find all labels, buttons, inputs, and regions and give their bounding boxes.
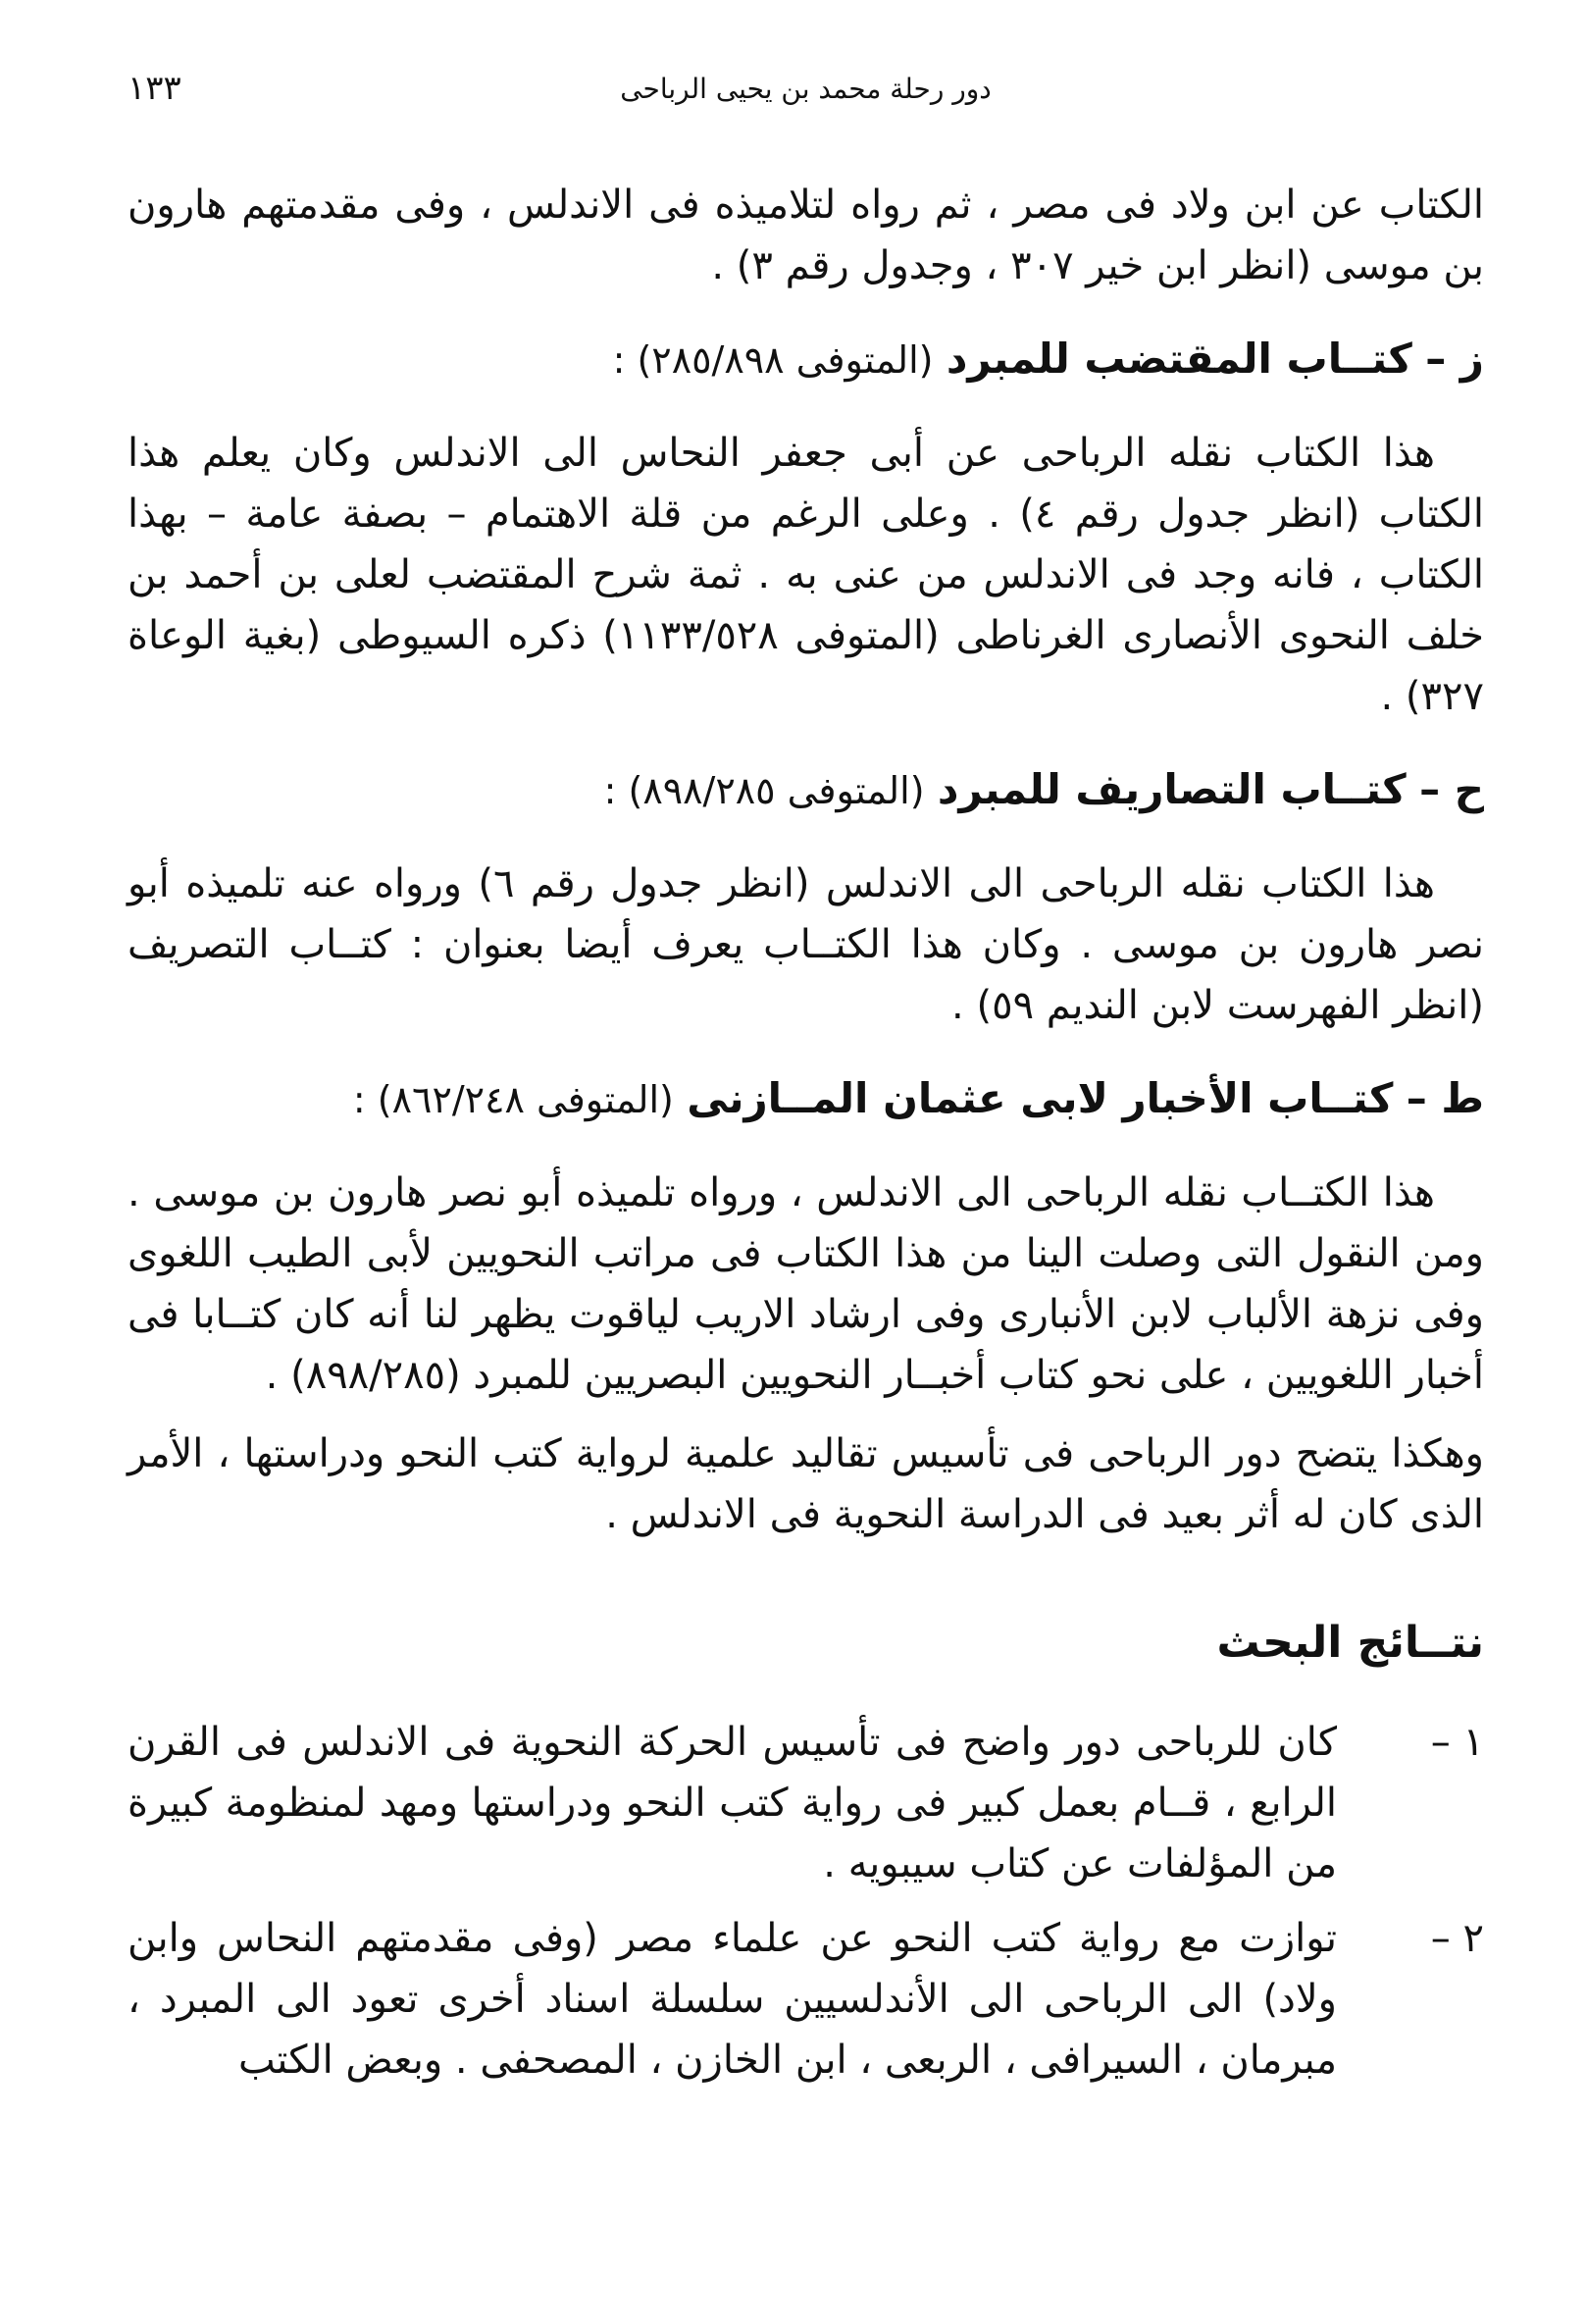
results-heading: نتــائج البحث [1216, 1618, 1484, 1668]
list-item-text: توازت مع رواية كتب النحو عن علماء مصر (وفى مقدمتهم النحاس وابن ولاد) الى الرباحى الى الأندلسيين سلسلة اسناد أخرى تعود الى المبرد ، مبرمان ، السيرافى ، الربعى ، ابن الخازن ، المصحفى . وبعض الكتب [128, 1916, 1337, 2083]
section-paragraph-zay: هذا الكتاب نقله الرباحى عن أبى جعفر النحاس الى الاندلس وكان يعلم هذا الكتاب (انظر جدول رقم ٤) . وعلى الرغم من قلة الاهتمام – بصفة عامة – بهذا الكتاب ، فانه وجد فى الاندلس من عنى به . ثمة شرح المقتضب لعلى بن أحمد بن خلف النحوى الأنصارى الغرناطى (المتوفى ١١٣٣/٥٢٨) ذكره السيوطى (بغية الوعاة ٣٢٧) . [128, 431, 1484, 719]
closing-paragraph: وهكذا يتضح دور الرباحى فى تأسيس تقاليد علمية لرواية كتب النحو ودراستها ، الأمر الذى كان له أثر بعيد فى الدراسة النحوية فى الاندلس . [128, 1431, 1484, 1537]
section-letter: ز – [1425, 335, 1484, 383]
list-item-number: ٢ – [1430, 1916, 1484, 1961]
section-heading-ta [128, 1069, 1484, 1129]
list-item [128, 1712, 1484, 1894]
page-number: ١٣٣ [128, 69, 181, 108]
list-item-number: ١ – [1430, 1720, 1484, 1765]
section-title: كتــاب التصاريف للمبرد [937, 765, 1407, 813]
section-paragraph-ta: هذا الكتــاب نقله الرباحى الى الاندلس ، ورواه تلميذه أبو نصر هارون بن موسى . ومن النقول التى وصلت الينا من هذا الكتاب فى مراتب النحويين لأبى الطيب اللغوى وفى نزهة الألباب لابن الأنبارى وفى ارشاد الاريب لياقوت يظهر لنا أنه كان كتــابا فى أخبار اللغويين ، على نحو كتاب أخبــار النحويين البصريين للمبرد (٨٩٨/٢٨٥) . [128, 1170, 1484, 1398]
section-heading-ha [128, 760, 1484, 820]
section-heading-zay [128, 330, 1484, 389]
running-header [128, 69, 1484, 128]
section-death-note: (المتوفى ٨٦٢/٢٤٨) : [352, 1078, 674, 1121]
intro-paragraph: الكتاب عن ابن ولاد فى مصر ، ثم رواه لتلاميذه فى الاندلس ، وفى مقدمتهم هارون بن موسى (انظر ابن خير ٣٠٧ ، وجدول رقم ٣) . [128, 182, 1484, 288]
section-paragraph-ha: هذا الكتاب نقله الرباحى الى الاندلس (انظر جدول رقم ٦) ورواه عنه تلميذه أبو نصر هارون بن موسى . وكان هذا الكتــاب يعرف أيضا بعنوان : كتــاب التصريف (انظر الفهرست لابن النديم ٥٩) . [128, 861, 1484, 1028]
section-letter: ط – [1406, 1074, 1484, 1122]
header-title: دور رحلة محمد بن يحيى الرباحى [620, 73, 992, 105]
list-item-text: كان للرباحى دور واضح فى تأسيس الحركة النحوية فى الاندلس فى القرن الرابع ، قــام بعمل كبير فى رواية كتب النحو ودراستها ومهد لمنظومة كبيرة من المؤلفات عن كتاب سيبويه . [128, 1720, 1337, 1886]
section-letter: ح – [1419, 765, 1484, 813]
section-title: كتــاب المقتضب للمبرد [946, 335, 1412, 383]
section-death-note: (المتوفى ٢٨٥/٨٩٨) : [612, 338, 934, 382]
section-death-note: (المتوفى ٨٩٨/٢٨٥) : [603, 769, 925, 812]
section-title: كتــاب الأخبار لابى عثمان المــازنى [687, 1074, 1394, 1122]
list-item [128, 1908, 1484, 2091]
